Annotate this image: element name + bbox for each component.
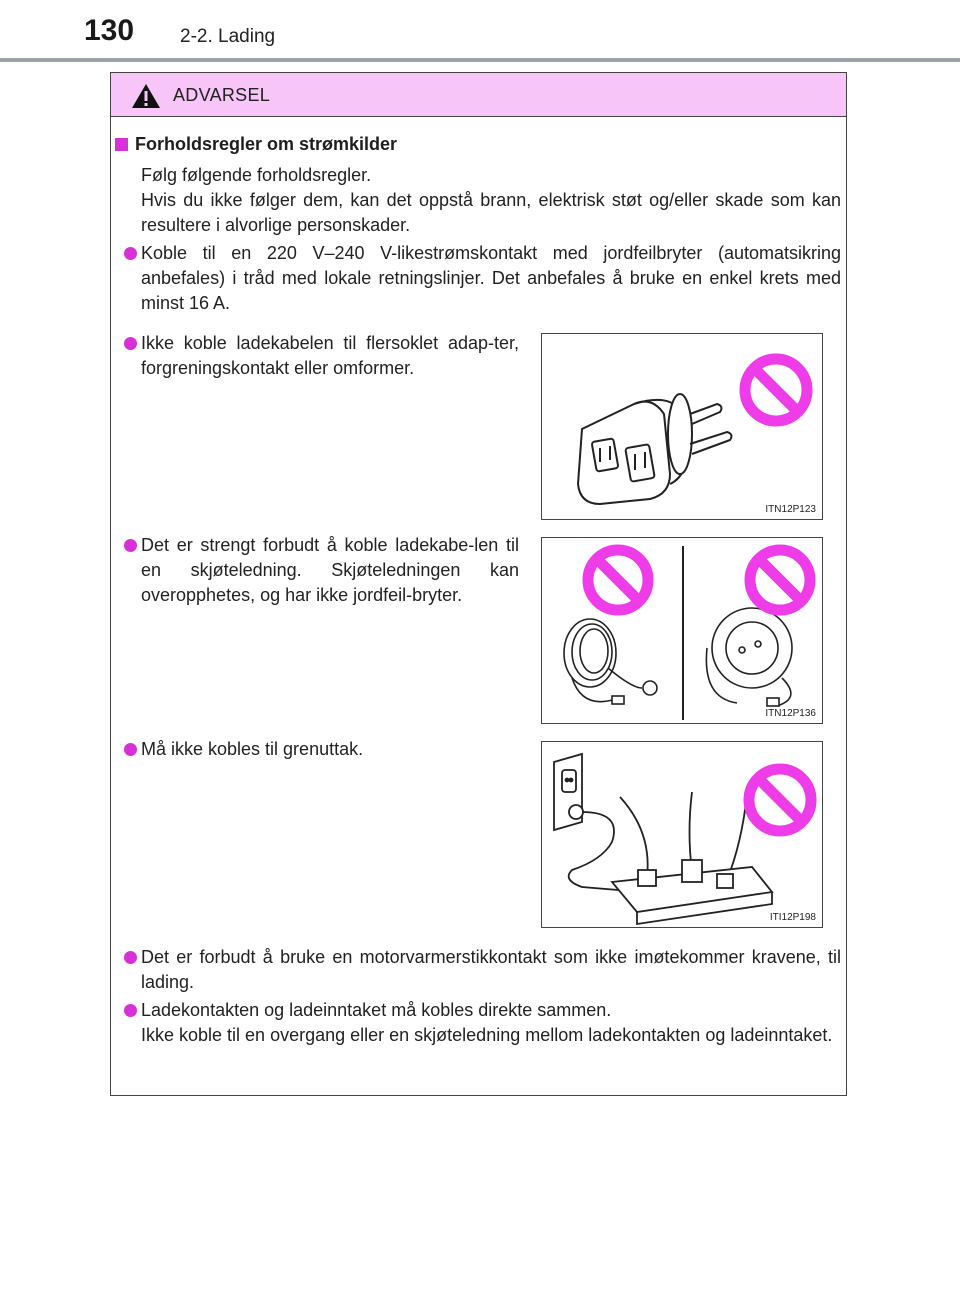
bullet-item (124, 241, 841, 316)
warning-subheading (115, 134, 397, 155)
figure-code: ITN12P123 (765, 504, 816, 515)
figure-power-strip (541, 741, 823, 928)
subheading-text: Forholdsregler om strømkilder (135, 134, 398, 154)
intro-line: Følg følgende forholdsregler. (141, 165, 372, 185)
circle-bullet-icon (124, 743, 137, 756)
circle-bullet-icon (124, 539, 137, 552)
section-title: 2-2. Lading (180, 26, 276, 47)
prohibition-icon (588, 550, 648, 610)
header-rule (0, 58, 960, 62)
bullet-text: Ladekontakten og ladeinntaket må kobles direkte sammen. Ikke koble til en overgang eller en skjøteledning mellom ladekontakten og ladeinntaket. (141, 1000, 833, 1045)
circle-bullet-icon (124, 247, 137, 260)
bullet-text: Det er forbudt å bruke en motorvarmerstikkontakt som ikke imøtekommer kravene, til lading. (141, 947, 841, 992)
figure-extension-cord (541, 537, 823, 724)
warning-triangle-icon (131, 83, 161, 109)
figure-code: ITN12P136 (765, 708, 816, 719)
bullet-item (124, 737, 519, 762)
bullet-item (124, 331, 519, 381)
square-bullet-icon (115, 138, 128, 151)
bullet-item (124, 945, 841, 995)
intro-paragraph: Hvis du ikke følger dem, kan det oppstå brann, elektrisk støt og/eller skade som kan resultere i alvorlige personskader. (141, 190, 841, 235)
extension-cord-illustration (542, 538, 823, 724)
power-strip-illustration (542, 742, 823, 928)
page-number: 130 (84, 14, 135, 47)
prohibition-icon (749, 769, 811, 831)
bullet-text: Ikke koble ladekabelen til flersoklet adap-ter, forgreningskontakt eller omformer. (141, 333, 519, 378)
prohibition-icon (750, 550, 810, 610)
warning-box (110, 72, 847, 1096)
adapter-illustration (542, 334, 823, 520)
bullet-item (124, 998, 841, 1048)
bullet-text: Må ikke kobles til grenuttak. (141, 739, 364, 759)
warning-label: ADVARSEL (173, 85, 271, 105)
bullet-item (124, 533, 519, 608)
figure-adapter (541, 333, 823, 520)
bullet-text: Koble til en 220 V–240 V-likestrømskontakt med jordfeilbryter (automatsikring anbefales) i tråd med lokale retningslinjer. Det anbefales å bruke en enkel krets med minst 16 A. (141, 243, 841, 313)
circle-bullet-icon (124, 1004, 137, 1017)
figure-code: ITI12P198 (769, 912, 816, 923)
prohibition-icon (745, 359, 807, 421)
page-header (0, 0, 960, 62)
circle-bullet-icon (124, 951, 137, 964)
bullet-text: Det er strengt forbudt å koble ladekabe-len til en skjøteledning. Skjøteledningen kan overopphetes, og har ikke jordfeil-bryter. (141, 535, 519, 605)
circle-bullet-icon (124, 337, 137, 350)
warning-header (111, 73, 846, 117)
